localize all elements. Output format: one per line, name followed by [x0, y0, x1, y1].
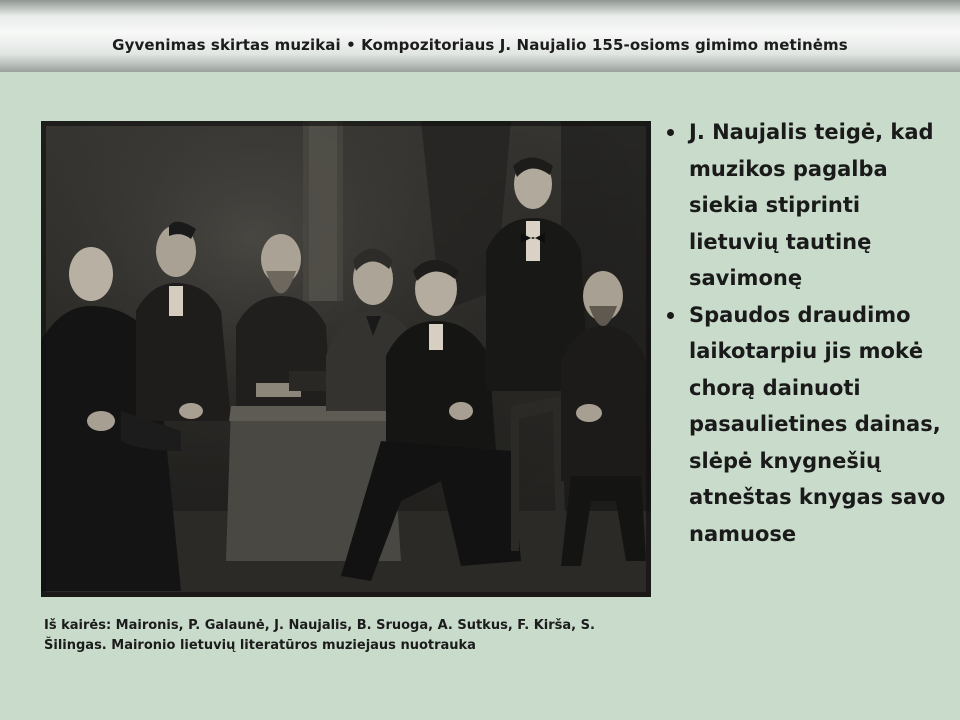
- bullet-dot-icon: [667, 129, 674, 136]
- group-photo: [41, 121, 651, 597]
- bullet-item: [663, 297, 955, 553]
- slide-header-title: Gyvenimas skirtas muzikai • Kompozitoriaus J. Naujalio 155-osioms gimimo metinėms: [112, 36, 848, 54]
- bullet-text: J. Naujalis teigė, kad muzikos pagalba siekia stiprinti lietuvių tautinę savimonę: [689, 120, 934, 290]
- group-photo-illustration: [41, 121, 651, 597]
- bullet-text: Spaudos draudimo laikotarpiu jis mokė chorą dainuoti pasaulietines dainas, slėpė knygnešių atneštas knygas savo namuose: [689, 302, 946, 546]
- bullet-item: [663, 114, 955, 297]
- bullet-dot-icon: [667, 312, 674, 319]
- bullet-list: [663, 114, 955, 552]
- photo-caption: Iš kairės: Maironis, P. Galaunė, J. Naujalis, B. Sruoga, A. Sutkus, F. Kirša, S. Šilingas. Maironio lietuvių literatūros muziejaus nuotrauka: [44, 618, 595, 653]
